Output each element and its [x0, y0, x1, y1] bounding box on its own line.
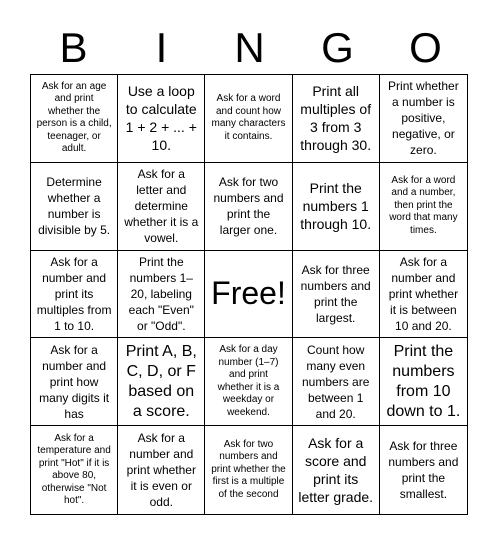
- cell-text: Ask for a score and print its letter grade.: [298, 435, 374, 506]
- cell-text: Print A, B, C, D, or F based on a score.: [125, 342, 197, 420]
- bingo-cell[interactable]: [293, 251, 380, 339]
- header-letter-i: I: [155, 24, 169, 71]
- bingo-cell[interactable]: [118, 426, 205, 514]
- cell-text: Print all multiples of 3 from 3 through 30.: [300, 83, 372, 154]
- cell-text: Ask for two numbers and print the larger one.: [213, 175, 284, 238]
- free-space[interactable]: [205, 251, 292, 339]
- cell-text: Count how many even numbers are between 1 and 20.: [302, 342, 370, 421]
- cell-text: Ask for a word and count how many characters it contains.: [211, 93, 286, 142]
- bingo-card: [30, 74, 468, 515]
- bingo-cell[interactable]: [31, 75, 118, 163]
- header-letter-g: G: [321, 24, 355, 71]
- bingo-cell[interactable]: [31, 251, 118, 339]
- cell-text: Print the numbers 1 through 10.: [300, 180, 372, 233]
- bingo-cell[interactable]: [380, 163, 467, 251]
- bingo-cell[interactable]: [293, 426, 380, 514]
- bingo-cell[interactable]: [380, 251, 467, 339]
- cell-text: Print the numbers from 10 down to 1.: [386, 342, 461, 420]
- header-letter-b: B: [59, 24, 89, 71]
- bingo-cell[interactable]: [118, 338, 205, 426]
- bingo-cell[interactable]: [118, 75, 205, 163]
- cell-text: Print whether a number is positive, negative, or zero.: [388, 79, 459, 158]
- header-letter-n: N: [234, 24, 266, 71]
- bingo-cell[interactable]: [205, 426, 292, 514]
- bingo-cell[interactable]: [380, 75, 467, 163]
- cell-text: Ask for two numbers and print whether the first is a multiple of the second: [211, 438, 286, 500]
- cell-text: Ask for a number and print its multiples from 1 to 10.: [36, 254, 112, 333]
- bingo-cell[interactable]: [31, 163, 118, 251]
- bingo-cell[interactable]: [380, 426, 467, 514]
- bingo-cell[interactable]: [205, 338, 292, 426]
- bingo-cell[interactable]: [293, 75, 380, 163]
- cell-text: Ask for a temperature and print "Hot" if it is above 80, otherwise "Not hot".: [37, 432, 111, 507]
- bingo-cell[interactable]: [293, 163, 380, 251]
- free-space-label: Free!: [211, 275, 286, 312]
- cell-text: Ask for a letter and determine whether it is a vowel.: [124, 167, 199, 246]
- header-letter-o: O: [409, 24, 443, 71]
- cell-text: Ask for an age and print whether the person is a child, teenager, or adult.: [36, 80, 112, 155]
- bingo-cell[interactable]: [118, 251, 205, 339]
- cell-text: Use a loop to calculate 1 + 2 + ... + 10.: [125, 83, 197, 154]
- cell-text: Print the numbers 1–20, labeling each "Even" or "Odd".: [128, 254, 194, 333]
- cell-text: Ask for a number and print how many digits it has: [39, 342, 110, 421]
- cell-text: Ask for a number and print whether it is between 10 and 20.: [388, 254, 459, 333]
- bingo-header: [30, 24, 470, 72]
- cell-text: Ask for a word and a number, then print the word that many times.: [389, 174, 458, 236]
- cell-text: Ask for three numbers and print the largest.: [300, 262, 371, 325]
- cell-text: Ask for a number and print whether it is even or odd.: [126, 431, 196, 510]
- bingo-cell[interactable]: [293, 338, 380, 426]
- cell-text: Ask for a day number (1–7) and print whether it is a weekday or weekend.: [217, 344, 280, 418]
- cell-text: Determine whether a number is divisible by 5.: [38, 175, 111, 238]
- bingo-cell[interactable]: [118, 163, 205, 251]
- bingo-cell[interactable]: [31, 426, 118, 514]
- bingo-cell[interactable]: [205, 163, 292, 251]
- bingo-cell[interactable]: [205, 75, 292, 163]
- bingo-cell[interactable]: [31, 338, 118, 426]
- bingo-cell[interactable]: [380, 338, 467, 426]
- cell-text: Ask for three numbers and print the smallest.: [388, 439, 459, 502]
